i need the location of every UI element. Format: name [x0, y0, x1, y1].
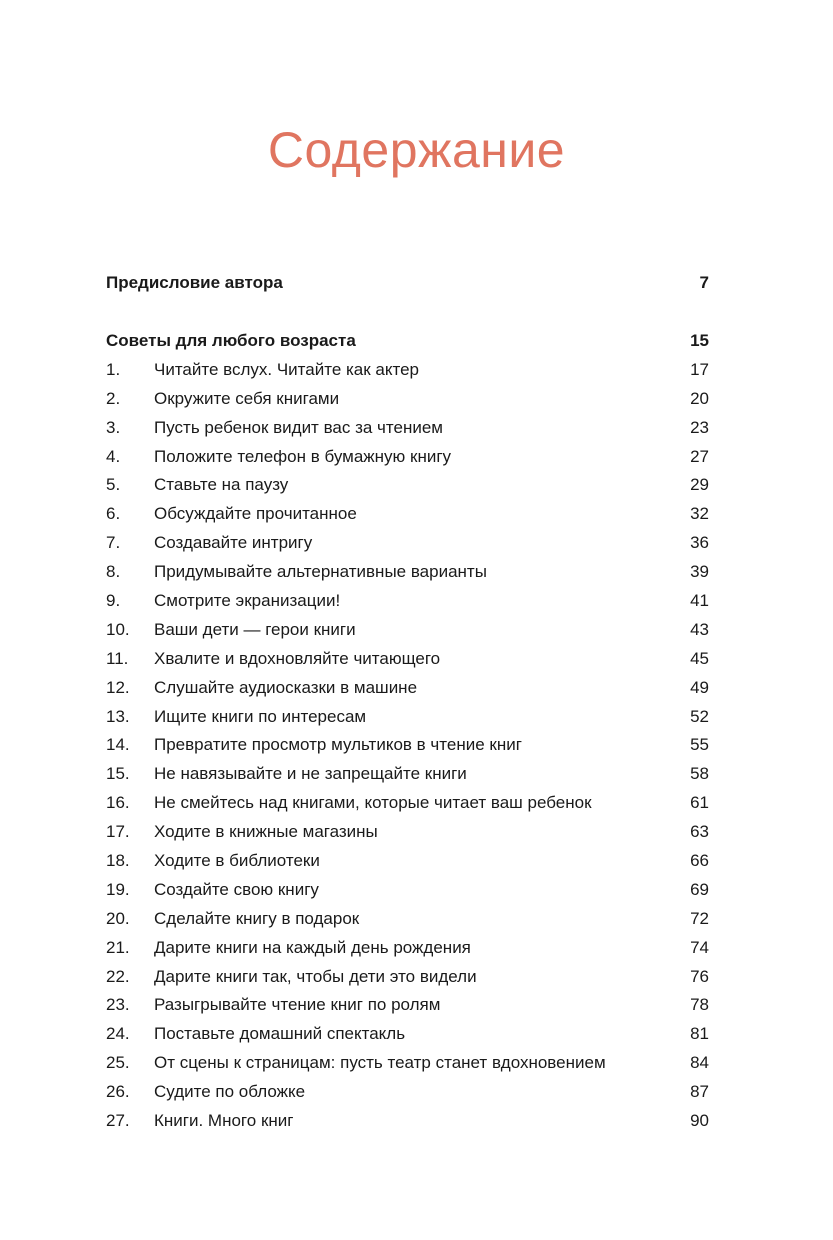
toc-entry-title: Дарите книги так, чтобы дети это видели [154, 966, 477, 986]
toc-entry[interactable] [106, 616, 709, 645]
toc-entry-page: 20 [690, 388, 709, 408]
toc-entry-page: 78 [690, 995, 709, 1015]
toc-entry[interactable] [106, 558, 709, 587]
toc-entry-title: Не смейтесь над книгами, которые читает ваш ребенок [154, 793, 592, 813]
toc-entry-title: Ваши дети — герои книги [154, 619, 356, 639]
toc-entry-number: 23. [106, 995, 130, 1015]
toc-entry[interactable] [106, 905, 709, 934]
toc-entry[interactable] [106, 876, 709, 905]
toc-entry-title: Книги. Много книг [154, 1111, 294, 1131]
toc-entry-number: 16. [106, 793, 130, 813]
toc-entry-number: 15. [106, 764, 130, 784]
toc-entry-page: 63 [690, 822, 709, 842]
toc-entry[interactable] [106, 529, 709, 558]
toc-entry-number: 6. [106, 504, 121, 524]
toc-entry[interactable] [106, 963, 709, 992]
toc-entry-page: 90 [690, 1111, 709, 1131]
toc-entry-number: 12. [106, 677, 130, 697]
toc-entry-title: Ищите книги по интересам [154, 706, 367, 726]
toc-entry-title: Слушайте аудиосказки в машине [154, 677, 418, 697]
toc-entry-page: 52 [690, 706, 709, 726]
toc-entry[interactable] [106, 818, 709, 847]
toc-entry-page: 36 [690, 533, 709, 553]
toc-entry-title: Читайте вслух. Читайте как актер [154, 359, 420, 379]
toc-entry-title: Не навязывайте и не запрещайте книги [154, 764, 467, 784]
toc-entry-title: Придумывайте альтернативные варианты [154, 562, 487, 582]
toc-entry[interactable] [106, 847, 709, 876]
toc-entry-page: 49 [690, 677, 709, 697]
toc-entry-page: 87 [690, 1082, 709, 1102]
toc-entry-title: Превратите просмотр мультиков в чтение книг [154, 735, 522, 755]
toc-entry-number: 1. [106, 359, 121, 379]
toc-entry-title: Ходите в книжные магазины [154, 822, 378, 842]
toc-entry-page: 23 [690, 417, 709, 437]
toc-entry-number: 11. [106, 648, 129, 668]
toc-entry-number: 8. [106, 562, 121, 582]
toc-entry[interactable] [106, 991, 709, 1020]
toc-entry-title: Создавайте интригу [154, 533, 313, 553]
toc-entry-number: 24. [106, 1024, 130, 1044]
toc-entry[interactable] [106, 414, 709, 443]
toc-entry[interactable] [106, 443, 709, 472]
toc-entry-page: 17 [690, 359, 709, 379]
toc-entry[interactable] [106, 674, 709, 703]
toc-entry-page: 55 [690, 735, 709, 755]
toc-entry[interactable] [106, 1078, 709, 1107]
toc-entry[interactable] [106, 760, 709, 789]
toc-entry-number: 13. [106, 706, 130, 726]
toc-entry-title: Поставьте домашний спектакль [154, 1024, 406, 1044]
toc-entry-page: 45 [690, 648, 709, 668]
toc-entry[interactable] [106, 1107, 709, 1136]
toc-entry-number: 7. [106, 533, 121, 553]
toc-entry-title: Ставьте на паузу [154, 475, 289, 495]
toc-preface [106, 269, 709, 298]
toc-entry-preface[interactable] [106, 269, 709, 298]
toc-entry-number: 5. [106, 475, 121, 495]
toc-entry-number: 20. [106, 908, 130, 928]
toc-entry-title: Хвалите и вдохновляйте читающего [154, 648, 441, 668]
toc-entry[interactable] [106, 731, 709, 760]
toc-entry-number: 17. [106, 822, 130, 842]
toc-entry-page: 76 [690, 966, 709, 986]
toc-section-any-age [106, 327, 709, 1136]
toc-entry-title: Судите по обложке [154, 1082, 306, 1102]
toc-entry-number: 21. [106, 937, 130, 957]
toc-entry-page: 29 [690, 475, 709, 495]
toc-entry-number: 19. [106, 879, 130, 899]
toc-entry-page: 81 [690, 1024, 709, 1044]
toc-entry-page: 74 [690, 937, 709, 957]
toc-entry-title: Пусть ребенок видит вас за чтением [154, 417, 443, 437]
toc-entry-page: 58 [690, 764, 709, 784]
toc-entry-number: 25. [106, 1053, 130, 1073]
toc-entry-title: Обсуждайте прочитанное [154, 504, 357, 524]
toc-entry-page: 7 [699, 273, 709, 292]
toc-entry-page: 72 [690, 908, 709, 928]
toc-entry-number: 18. [106, 851, 130, 871]
toc-entry[interactable] [106, 934, 709, 963]
toc-entry-number: 22. [106, 966, 130, 986]
toc-entry-title: Окружите себя книгами [154, 388, 340, 408]
toc-entry-page: 66 [690, 851, 709, 871]
toc-entry-title: Смотрите экранизации! [154, 591, 341, 611]
toc-entry-number: 4. [106, 446, 121, 466]
toc-entry[interactable] [106, 703, 709, 732]
toc-entry[interactable] [106, 789, 709, 818]
toc-entry-title: Ходите в библиотеки [154, 851, 320, 871]
toc-entry[interactable] [106, 645, 709, 674]
toc-entry-title: Предисловие автора [106, 273, 283, 292]
toc-entry-number: 27. [106, 1111, 130, 1131]
toc-entry[interactable] [106, 471, 709, 500]
toc-section-heading[interactable] [106, 327, 709, 356]
toc-entry[interactable] [106, 500, 709, 529]
toc-entry-number: 14. [106, 735, 130, 755]
toc-entry-page: 84 [690, 1053, 709, 1073]
toc-entry-title: Положите телефон в бумажную книгу [154, 446, 452, 466]
toc-entry-number: 2. [106, 388, 121, 408]
toc-entry[interactable] [106, 385, 709, 414]
toc-entry-page: 69 [690, 879, 709, 899]
toc-entry-page: 32 [690, 504, 709, 524]
toc-entry-page: 61 [690, 793, 709, 813]
toc-section-page: 15 [690, 331, 709, 350]
toc-entry-number: 3. [106, 417, 121, 437]
toc-section-title: Советы для любого возраста [106, 331, 356, 350]
page-title: Содержание [267, 122, 566, 178]
toc-entry-number: 10. [106, 619, 130, 639]
toc-entry-page: 39 [690, 562, 709, 582]
toc-entry[interactable] [106, 356, 709, 385]
toc-entry[interactable] [106, 1049, 709, 1078]
toc-entry-title: От сцены к страницам: пусть театр станет вдохновением [154, 1053, 606, 1073]
toc-entry-title: Дарите книги на каждый день рождения [154, 937, 471, 957]
toc-entry[interactable] [106, 1020, 709, 1049]
toc-entry-number: 26. [106, 1082, 130, 1102]
toc-entry[interactable] [106, 587, 709, 616]
toc-entry-title: Сделайте книгу в подарок [154, 908, 360, 928]
toc-entry-page: 27 [690, 446, 709, 466]
toc-entry-title: Создайте свою книгу [154, 879, 319, 899]
toc-entry-page: 41 [690, 591, 709, 611]
toc-entry-number: 9. [106, 591, 121, 611]
toc-entry-page: 43 [690, 619, 709, 639]
toc-entry-title: Разыгрывайте чтение книг по ролям [154, 995, 441, 1015]
toc-items-list [106, 356, 709, 1136]
